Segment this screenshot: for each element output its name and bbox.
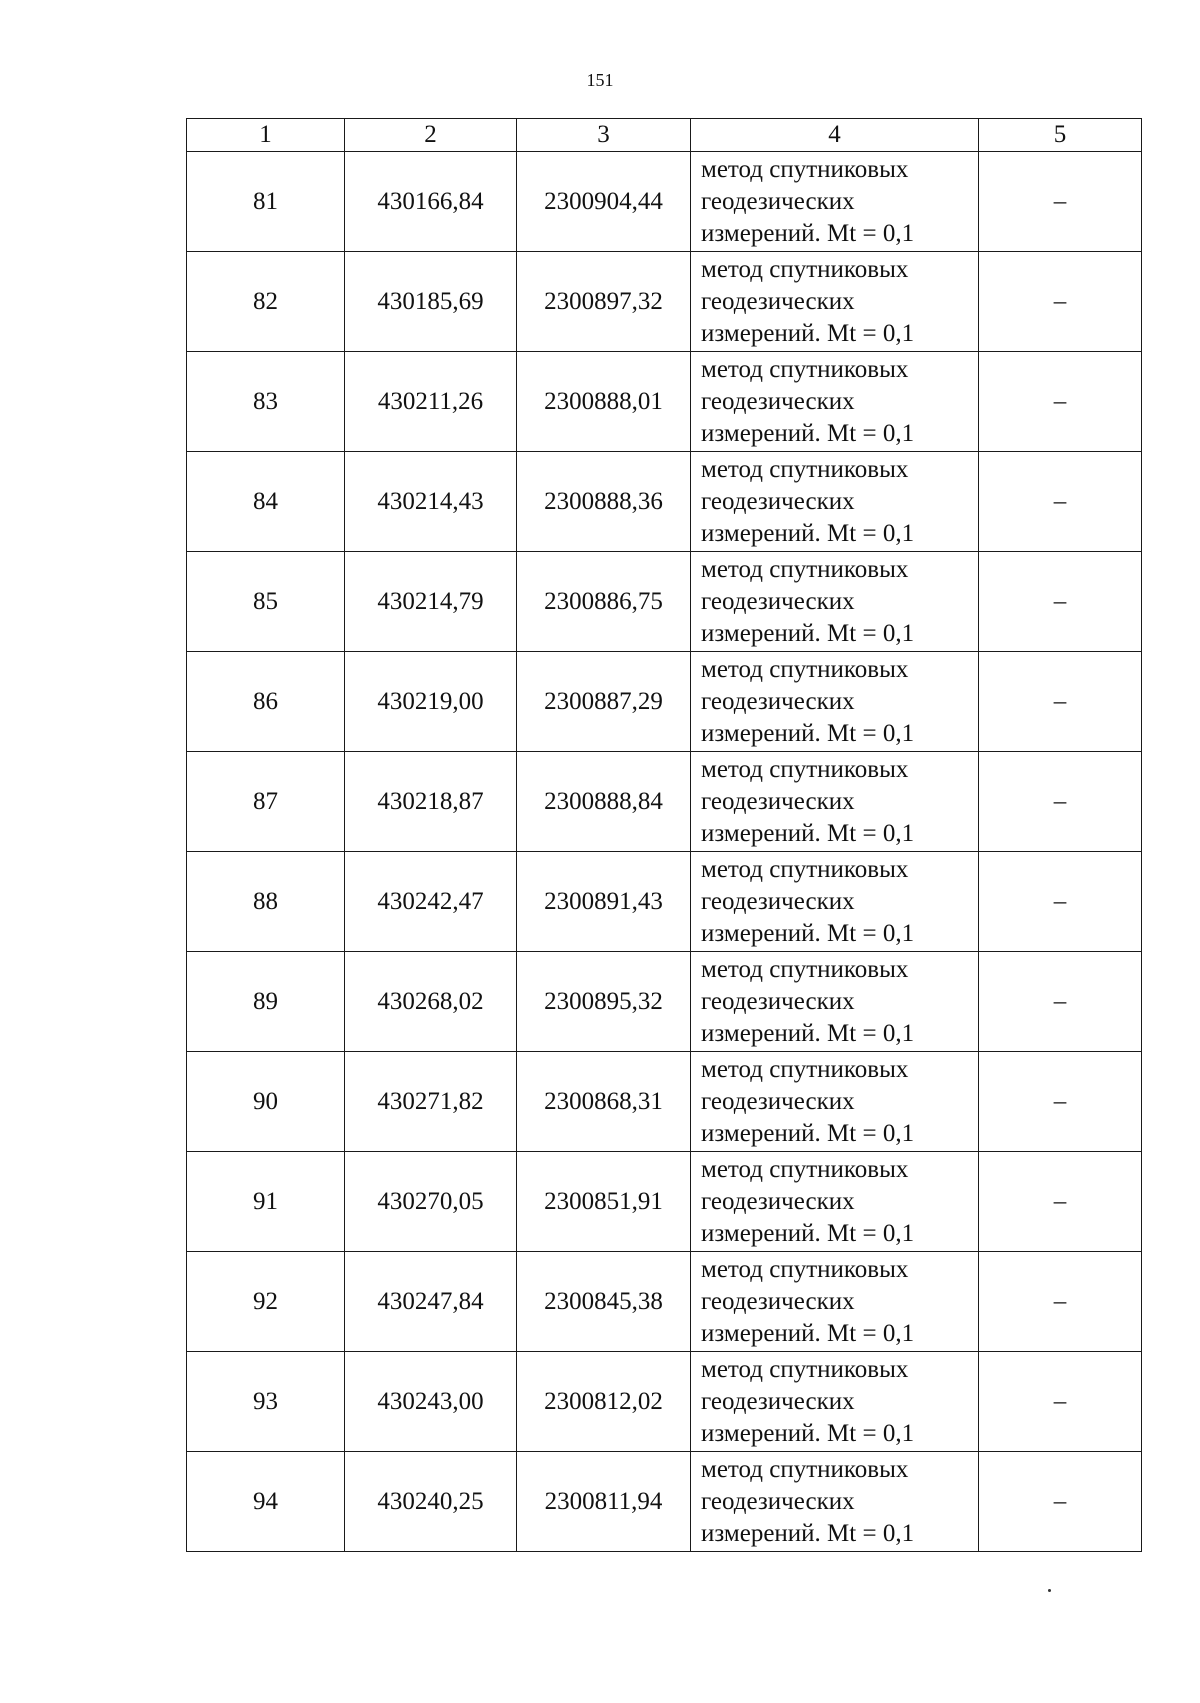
method-line: геодезических xyxy=(701,287,855,315)
cell-point-number: 85 xyxy=(187,552,345,652)
method-line: метод спутниковых xyxy=(701,1355,909,1383)
cell-y-coordinate: 2300888,84 xyxy=(517,752,691,852)
method-line: измерений. Mt = 0,1 xyxy=(701,1219,915,1247)
cell-x-coordinate: 430268,02 xyxy=(345,952,517,1052)
cell-point-number: 94 xyxy=(187,1452,345,1552)
method-line: измерений. Mt = 0,1 xyxy=(701,619,915,647)
cell-x-coordinate: 430270,05 xyxy=(345,1152,517,1252)
method-line: метод спутниковых xyxy=(701,455,909,483)
cell-point-number: 93 xyxy=(187,1352,345,1452)
cell-note: – xyxy=(979,252,1142,352)
cell-x-coordinate: 430247,84 xyxy=(345,1252,517,1352)
cell-method xyxy=(691,752,979,852)
cell-method xyxy=(691,152,979,252)
cell-y-coordinate: 2300888,01 xyxy=(517,352,691,452)
column-header: 4 xyxy=(691,119,979,152)
cell-point-number: 89 xyxy=(187,952,345,1052)
cell-point-number: 84 xyxy=(187,452,345,552)
cell-y-coordinate: 2300888,36 xyxy=(517,452,691,552)
table-body xyxy=(187,152,1142,1552)
cell-note: – xyxy=(979,1152,1142,1252)
cell-method xyxy=(691,1152,979,1252)
method-line: метод спутниковых xyxy=(701,255,909,283)
table-row xyxy=(187,1152,1142,1252)
method-line: измерений. Mt = 0,1 xyxy=(701,1519,915,1547)
cell-point-number: 91 xyxy=(187,1152,345,1252)
cell-x-coordinate: 430218,87 xyxy=(345,752,517,852)
column-header: 2 xyxy=(345,119,517,152)
cell-x-coordinate: 430219,00 xyxy=(345,652,517,752)
cell-method xyxy=(691,952,979,1052)
cell-method xyxy=(691,1252,979,1352)
method-line: геодезических xyxy=(701,1087,855,1115)
method-line: измерений. Mt = 0,1 xyxy=(701,1119,915,1147)
cell-y-coordinate: 2300895,32 xyxy=(517,952,691,1052)
cell-point-number: 87 xyxy=(187,752,345,852)
cell-note: – xyxy=(979,552,1142,652)
cell-method xyxy=(691,1352,979,1452)
method-line: измерений. Mt = 0,1 xyxy=(701,219,915,247)
table-row xyxy=(187,552,1142,652)
cell-note: – xyxy=(979,652,1142,752)
cell-x-coordinate: 430242,47 xyxy=(345,852,517,952)
table-row xyxy=(187,952,1142,1052)
cell-x-coordinate: 430243,00 xyxy=(345,1352,517,1452)
cell-x-coordinate: 430185,69 xyxy=(345,252,517,352)
table-row xyxy=(187,752,1142,852)
cell-x-coordinate: 430271,82 xyxy=(345,1052,517,1152)
method-line: метод спутниковых xyxy=(701,755,909,783)
cell-y-coordinate: 2300812,02 xyxy=(517,1352,691,1452)
method-line: геодезических xyxy=(701,787,855,815)
cell-note: – xyxy=(979,752,1142,852)
cell-point-number: 81 xyxy=(187,152,345,252)
method-line: геодезических xyxy=(701,387,855,415)
cell-point-number: 88 xyxy=(187,852,345,952)
cell-note: – xyxy=(979,352,1142,452)
column-header: 3 xyxy=(517,119,691,152)
method-line: метод спутниковых xyxy=(701,1255,909,1283)
method-line: геодезических xyxy=(701,887,855,915)
cell-method xyxy=(691,352,979,452)
table-row xyxy=(187,1352,1142,1452)
method-line: метод спутниковых xyxy=(701,955,909,983)
cell-x-coordinate: 430214,43 xyxy=(345,452,517,552)
table-header-row xyxy=(187,119,1142,152)
cell-y-coordinate: 2300891,43 xyxy=(517,852,691,952)
method-line: геодезических xyxy=(701,187,855,215)
method-line: измерений. Mt = 0,1 xyxy=(701,1319,915,1347)
cell-point-number: 86 xyxy=(187,652,345,752)
method-line: метод спутниковых xyxy=(701,155,909,183)
cell-method xyxy=(691,252,979,352)
table-row xyxy=(187,152,1142,252)
cell-note: – xyxy=(979,1052,1142,1152)
column-header: 5 xyxy=(979,119,1142,152)
method-line: измерений. Mt = 0,1 xyxy=(701,319,915,347)
method-line: метод спутниковых xyxy=(701,1055,909,1083)
method-line: геодезических xyxy=(701,1387,855,1415)
table-row xyxy=(187,252,1142,352)
method-line: метод спутниковых xyxy=(701,855,909,883)
method-line: геодезических xyxy=(701,987,855,1015)
cell-y-coordinate: 2300897,32 xyxy=(517,252,691,352)
table-row xyxy=(187,452,1142,552)
coordinates-table xyxy=(186,118,1142,1552)
cell-note: – xyxy=(979,152,1142,252)
cell-y-coordinate: 2300851,91 xyxy=(517,1152,691,1252)
cell-method xyxy=(691,852,979,952)
column-header: 1 xyxy=(187,119,345,152)
method-line: измерений. Mt = 0,1 xyxy=(701,819,915,847)
cell-y-coordinate: 2300811,94 xyxy=(517,1452,691,1552)
cell-x-coordinate: 430240,25 xyxy=(345,1452,517,1552)
table-row xyxy=(187,1252,1142,1352)
method-line: метод спутниковых xyxy=(701,1455,909,1483)
cell-point-number: 83 xyxy=(187,352,345,452)
cell-method xyxy=(691,1452,979,1552)
method-line: измерений. Mt = 0,1 xyxy=(701,519,915,547)
cell-note: – xyxy=(979,1252,1142,1352)
method-line: измерений. Mt = 0,1 xyxy=(701,419,915,447)
cell-y-coordinate: 2300887,29 xyxy=(517,652,691,752)
cell-y-coordinate: 2300868,31 xyxy=(517,1052,691,1152)
table-row xyxy=(187,352,1142,452)
cell-note: – xyxy=(979,852,1142,952)
method-line: геодезических xyxy=(701,687,855,715)
cell-note: – xyxy=(979,1452,1142,1552)
method-line: измерений. Mt = 0,1 xyxy=(701,919,915,947)
method-line: геодезических xyxy=(701,1287,855,1315)
method-line: метод спутниковых xyxy=(701,555,909,583)
page-number: 151 xyxy=(586,70,614,90)
stray-dot xyxy=(1048,1589,1051,1592)
method-line: измерений. Mt = 0,1 xyxy=(701,719,915,747)
cell-x-coordinate: 430211,26 xyxy=(345,352,517,452)
method-line: измерений. Mt = 0,1 xyxy=(701,1419,915,1447)
method-line: геодезических xyxy=(701,1487,855,1515)
cell-x-coordinate: 430214,79 xyxy=(345,552,517,652)
table-row xyxy=(187,1052,1142,1152)
method-line: метод спутниковых xyxy=(701,355,909,383)
method-line: измерений. Mt = 0,1 xyxy=(701,1019,915,1047)
table-row xyxy=(187,652,1142,752)
cell-note: – xyxy=(979,452,1142,552)
cell-point-number: 90 xyxy=(187,1052,345,1152)
cell-point-number: 92 xyxy=(187,1252,345,1352)
cell-x-coordinate: 430166,84 xyxy=(345,152,517,252)
cell-method xyxy=(691,652,979,752)
cell-y-coordinate: 2300904,44 xyxy=(517,152,691,252)
cell-y-coordinate: 2300886,75 xyxy=(517,552,691,652)
table-row xyxy=(187,852,1142,952)
method-line: геодезических xyxy=(701,487,855,515)
method-line: метод спутниковых xyxy=(701,1155,909,1183)
cell-method xyxy=(691,452,979,552)
cell-note: – xyxy=(979,952,1142,1052)
cell-point-number: 82 xyxy=(187,252,345,352)
cell-method xyxy=(691,1052,979,1152)
method-line: геодезических xyxy=(701,587,855,615)
cell-method xyxy=(691,552,979,652)
cell-y-coordinate: 2300845,38 xyxy=(517,1252,691,1352)
cell-note: – xyxy=(979,1352,1142,1452)
method-line: геодезических xyxy=(701,1187,855,1215)
method-line: метод спутниковых xyxy=(701,655,909,683)
table-row xyxy=(187,1452,1142,1552)
